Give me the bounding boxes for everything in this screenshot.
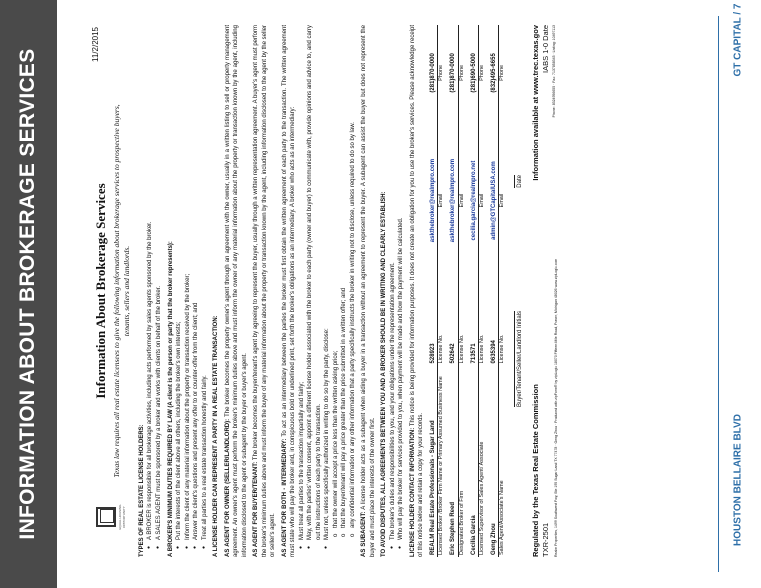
document-title: Information About Brokerage Services <box>93 183 108 399</box>
table-row <box>449 25 458 557</box>
duties-heading: A BROKER'S MINIMUM DUTIES REQUIRED BY LAW (A client is the person or party that the broker represents): <box>167 241 174 557</box>
form-id: TXR-2501 <box>541 522 551 557</box>
list-item: ● Who will pay the broker for services provided to you, when payment will be made and how the payment will be calculated. <box>397 25 406 549</box>
avoid-disputes-list <box>389 25 406 549</box>
house-icon <box>96 507 116 527</box>
subagent-paragraph <box>360 25 377 557</box>
license-number: 713571 <box>470 280 479 365</box>
phone-number: (281)690-5000 <box>470 25 479 121</box>
table-row <box>470 25 479 557</box>
field-label: License No. <box>438 334 445 364</box>
avoid-disputes-heading: TO AVOID DISPUTES, ALL AGREEMENTS BETWEEN YOU AND A BROKER SHOULD BE IN WRITING AND CLEARLY ESTABLISH: <box>381 191 388 557</box>
phone-number: (281)870-0000 <box>449 25 458 121</box>
list-item: o any confidential information or any other information that a party specifically instructs the broker in writing not to disclose, unless required to do so by law. <box>349 25 358 537</box>
field-label: License No. <box>458 334 465 364</box>
field-label: License No. <box>479 334 486 364</box>
initials-label: Buyer/Tenant/Seller/Landlord Initials <box>514 311 525 407</box>
field-label: License No. <box>499 334 506 364</box>
field-label: Sales Agent/Associate's Name <box>499 480 506 555</box>
list-item: ● Inform the client of any material information about the property or transaction received by the broker; <box>184 25 193 549</box>
list-item: ● Put the interests of the client above all others, including the broker's own interests; <box>175 25 184 549</box>
duties-list <box>175 25 209 549</box>
field-label: Email <box>499 193 506 208</box>
list-item: o that the owner will accept a price less than the written asking price; <box>332 25 341 537</box>
list-item: ● May, with the parties' written consent, appoint a different license holder associated with the broker to each party (owner and buyer) to communicate with, provide opinions and advice to, and carry out the instructions of each party to the transaction. <box>306 25 323 549</box>
supervisor-name: Cecilia Garcia <box>470 365 479 557</box>
types-list <box>146 25 163 549</box>
contact-text: This notice is being provided for information purposes. It does not create an obligation for you to use the broker's services. Please acknowledge receipt of this notice below and retain a copy for your records. <box>409 24 425 557</box>
intermediary-text: To act as an intermediary between the parties the broker must first obtain the written agreement of each party to the transaction. The written agreement must state who will pay the broker and, in conspicuous bold or underlined print, set forth the broker's obligations as an intermediary. A broker who acts as an intermediary: <box>281 25 297 557</box>
field-label: Email <box>438 193 445 208</box>
field-label: Phone <box>479 64 486 81</box>
initials-row <box>514 175 525 407</box>
table-row <box>490 25 499 557</box>
fine-print-left: Realm Properties, 1499 Southwest Fwy, Ste 195 Sugar Land TX 77478 · Geng Zhou · Produced with zipForm® by zipLogix 18070 Fifteen Mile Road, Fraser, Michigan 48026 www.zipLogix.com <box>553 258 558 557</box>
represent-heading: A LICENSE HOLDER CAN REPRESENT A PARTY IN A REAL ESTATE TRANSACTION: <box>213 315 220 557</box>
phone-number: (281)870-0000 <box>429 25 438 121</box>
license-number: 502642 <box>449 280 458 365</box>
field-label: Licensed Supervisor of Sales Agent/ Associate <box>479 441 486 555</box>
table-row <box>499 25 510 557</box>
sales-agent-name: Geng Zhou <box>490 365 499 557</box>
types-heading: TYPES OF REAL ESTATE LICENSE HOLDERS: <box>138 424 145 557</box>
table-row <box>479 25 490 557</box>
list-item: ● A BROKER is responsible for all brokerage activities, including acts performed by sales agents sponsored by the broker. <box>146 25 155 549</box>
field-label: Phone <box>438 64 445 81</box>
email-link[interactable]: askthebroker@realmpro.com <box>449 121 458 281</box>
field-label: Email <box>479 193 486 208</box>
document-footer <box>531 25 559 557</box>
field-label: Phone <box>499 64 506 81</box>
phone-number: (832)495-6655 <box>490 25 499 121</box>
owner-agent-text: The broker becomes the property owner's agent through an agreement with the owner, usually in a written listing to sell or property management agreement. An owner's agent must perform the broker's minimum duties above and must inform the owner of any material information about the property or transaction known by the agent, including information disclosed to the agent or subagent by the buyer or buyer's agent. <box>224 24 248 557</box>
intermediary-paragraph <box>281 25 298 557</box>
intermediary-heading: AS AGENT FOR BOTH - INTERMEDIARY: <box>281 438 288 557</box>
table-row <box>429 25 438 557</box>
email-link[interactable]: admin@GTCapitalUSA.com <box>490 121 499 281</box>
intermediary-sublist <box>332 25 358 537</box>
contact-paragraph <box>409 25 426 557</box>
logo-caption: EQUAL HOUSING OPPORTUNITY <box>118 504 127 530</box>
field-label: Designated Broker of Firm <box>458 490 465 555</box>
document-subtitle: Texas law requires all real estate licensees to give the following information about brokerage services to prospective buyers, tenants, sellers and landlords. <box>112 104 132 478</box>
footer-divider <box>718 16 719 572</box>
list-item: ● Answer the client's questions and present any offer to or counter-offer from the client; and <box>192 25 201 549</box>
title-bar <box>0 0 57 588</box>
list-item: ● A SALES AGENT must be sponsored by a broker and works with clients on behalf of the broker. <box>155 25 164 549</box>
list-item: o that the buyer/tenant will pay a price greater than the price submitted in a written offer; and <box>340 25 349 537</box>
buyer-agent-text: The broker becomes the buyer/tenant's agent by agreeing to represent the buyer, usually through a written representation agreement. A buyer's agent must perform the broker's minimum duties above and must inform the buyer of any material information about the property or transaction known by the agent, including information disclosed to the agent by the seller or seller's agent. <box>253 25 277 557</box>
license-holder-table <box>429 25 510 557</box>
buyer-agent-paragraph <box>252 25 278 557</box>
date-label: Date <box>514 175 525 188</box>
owner-agent-paragraph <box>224 25 250 557</box>
email-link[interactable]: askthebroker@realmpro.com <box>429 121 438 281</box>
field-label: Licensed Broker /Broker Firm Name or Primary Assumed Business Name <box>438 376 445 555</box>
document-date: 11/2/2015 <box>91 27 100 62</box>
fine-print-right: Phone: 8324956655 · Fax: 7137858345 · Listing: 10497113 <box>551 25 556 118</box>
license-number: 528923 <box>429 280 438 365</box>
table-row <box>458 25 469 557</box>
intermediary-list <box>298 25 332 549</box>
field-label: Email <box>458 193 465 208</box>
list-item: ● Treat all parties to a real estate transaction honestly and fairly. <box>201 25 210 549</box>
designated-broker-name: Eric Stephen Reed <box>449 365 458 557</box>
regulated-by: Regulated by the Texas Real Estate Commission <box>530 384 540 557</box>
list-item: ● Must treat all parties to the transaction impartially and fairly; <box>298 25 307 549</box>
brokerage-document <box>78 17 674 565</box>
footer-page-label: GT CAPITAL / 7 <box>732 3 744 77</box>
subagent-text: A license holder acts as a subagent when aiding a buyer in a transaction without an agreement to represent the buyer. A subagent can assist the buyer but does not represent the buyer and must place the interests of the owner first. <box>361 25 376 557</box>
owner-agent-heading: AS AGENT FOR OWNER (SELLER/LANDLORD): <box>224 418 231 557</box>
iabs-date: IABS 1-0 Date <box>541 25 551 73</box>
equal-housing-logo <box>96 495 127 539</box>
slide-title: INFORMATION ABOUT BROKERAGE SERVICES <box>16 48 39 540</box>
buyer-agent-heading: AS AGENT FOR BUYER/TENANT: <box>253 461 260 557</box>
list-item: ● Must not, unless specifically authorized in writing to do so by the party, disclose: <box>323 25 332 549</box>
footer-location: HOUSTON BELLAIRE BLVD <box>732 414 744 546</box>
list-item: ● The broker's duties and responsibilities to you, and your obligations under the representation agreement. <box>389 25 398 549</box>
email-link[interactable]: cecilia.garcia@realmpro.net <box>470 121 479 281</box>
broker-firm-name: REALM Real Estate Professionals - Sugar Land <box>429 365 438 557</box>
info-available: Information available at www.trec.texas.gov <box>530 25 540 181</box>
license-number: 0635394 <box>490 280 499 365</box>
table-row <box>438 25 449 557</box>
field-label: Phone <box>458 64 465 81</box>
contact-heading: LICENSE HOLDER CONTACT INFORMATION: <box>409 427 416 557</box>
subagent-heading: AS SUBAGENT: <box>361 511 368 557</box>
